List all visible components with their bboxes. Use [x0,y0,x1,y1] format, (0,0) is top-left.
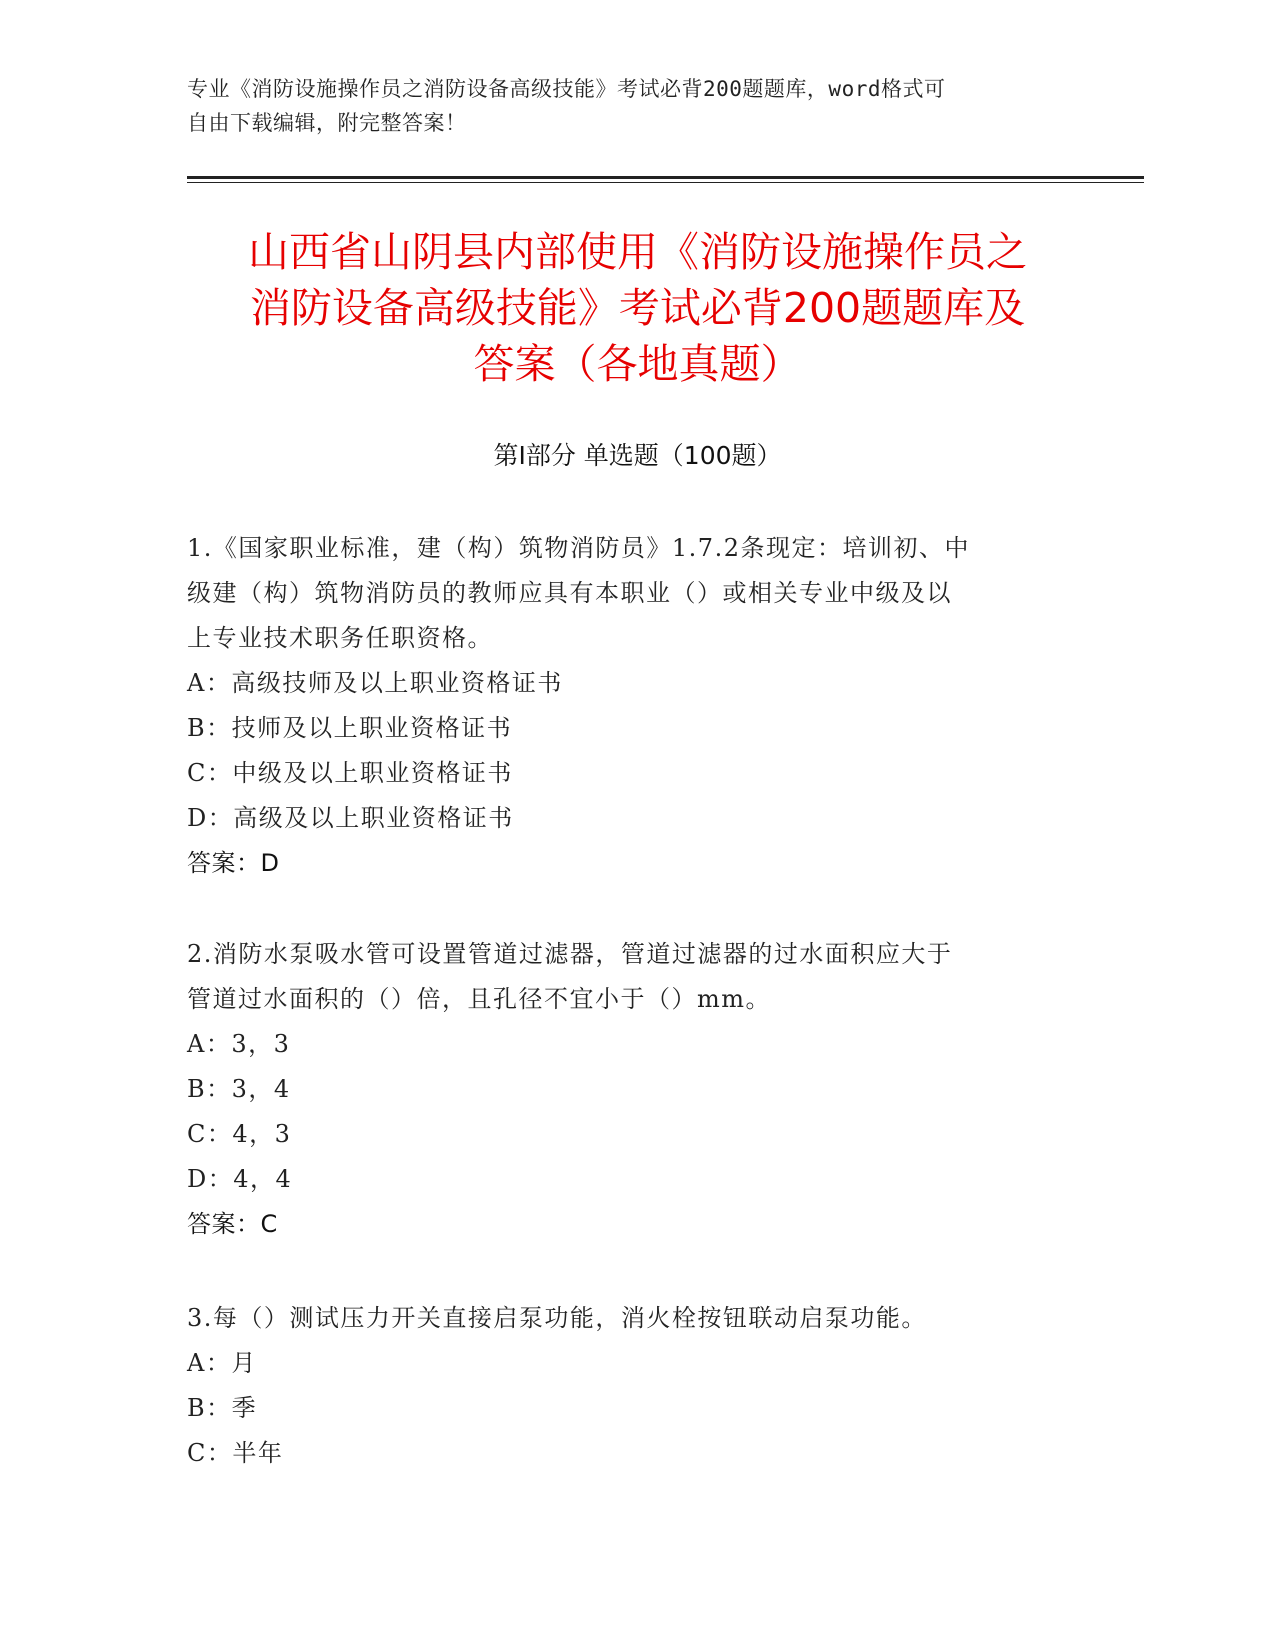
title-line-2: 消防设备高级技能》考试必背200题题库及 [249,284,1026,332]
question-stem [187,526,1087,661]
title-line-3: 答案（各地真题） [473,340,802,388]
option-c: C：半年 [187,1439,284,1467]
option-d: D：4，4 [187,1165,293,1193]
question-1 [187,526,1087,886]
stem-line: 1.《国家职业标准，建（构）筑物消防员》1.7.2条现定：培训初、中 [187,534,970,562]
option-a: A：月 [187,1349,257,1377]
option-a: A：高级技师及以上职业资格证书 [187,669,563,697]
document-title [140,224,1135,392]
option-d: D：高级及以上职业资格证书 [187,804,514,832]
option-b: B：季 [187,1394,258,1422]
section-title: 第Ⅰ部分 单选题（100题） [493,441,782,470]
option-b: B：技师及以上职业资格证书 [187,714,513,742]
answer: 答案：C [187,1210,278,1238]
option-c: C：4，3 [187,1120,292,1148]
option-a: A：3，3 [187,1030,291,1058]
question-3 [187,1296,1087,1476]
stem-line: 2.消防水泵吸水管可设置管道过滤器，管道过滤器的过水面积应大于 [187,940,953,968]
header-note-line-1: 专业《消防设施操作员之消防设备高级技能》考试必背200题题库，word格式可 [187,77,946,101]
option-c: C：中级及以上职业资格证书 [187,759,513,787]
header-divider-thick [187,176,1144,179]
header-note-line-2: 自由下载编辑，附完整答案！ [187,111,467,135]
answer: 答案：D [187,849,280,877]
header-note [187,72,1067,140]
stem-line: 3.每（）测试压力开关直接启泵功能，消火栓按钮联动启泵功能。 [187,1304,927,1332]
option-b: B：3，4 [187,1075,291,1103]
question-stem [187,1296,1087,1341]
stem-line: 级建（构）筑物消防员的教师应具有本职业（）或相关专业中级及以 [187,579,952,607]
stem-line: 管道过水面积的（）倍，且孔径不宜小于（）mm。 [187,985,772,1013]
header-divider-thin [187,182,1144,183]
question-stem [187,932,1087,1022]
question-2 [187,932,1087,1247]
title-line-1: 山西省山阴县内部使用《消防设施操作员之 [248,228,1027,276]
stem-line: 上专业技术职务任职资格。 [187,624,493,652]
